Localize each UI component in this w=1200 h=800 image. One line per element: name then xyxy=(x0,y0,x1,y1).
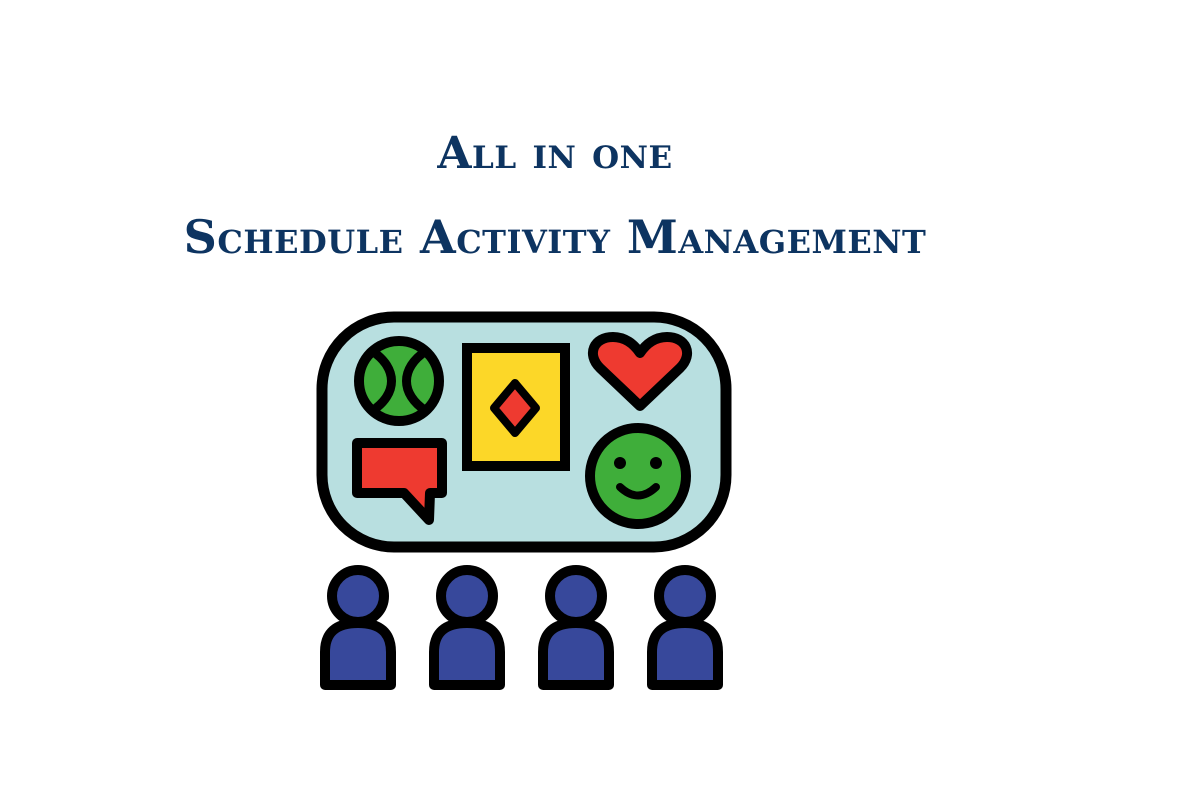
card-icon xyxy=(467,348,565,466)
headline-line-1: All in one xyxy=(437,128,673,179)
headline-line-2: Schedule Activity Management xyxy=(183,210,927,264)
person-icon-4 xyxy=(652,570,718,685)
ball-icon xyxy=(359,341,439,421)
person-icon-1 xyxy=(325,570,391,685)
smiley-icon xyxy=(590,428,686,524)
person-icon-3 xyxy=(543,570,609,685)
person-icon-2 xyxy=(434,570,500,685)
